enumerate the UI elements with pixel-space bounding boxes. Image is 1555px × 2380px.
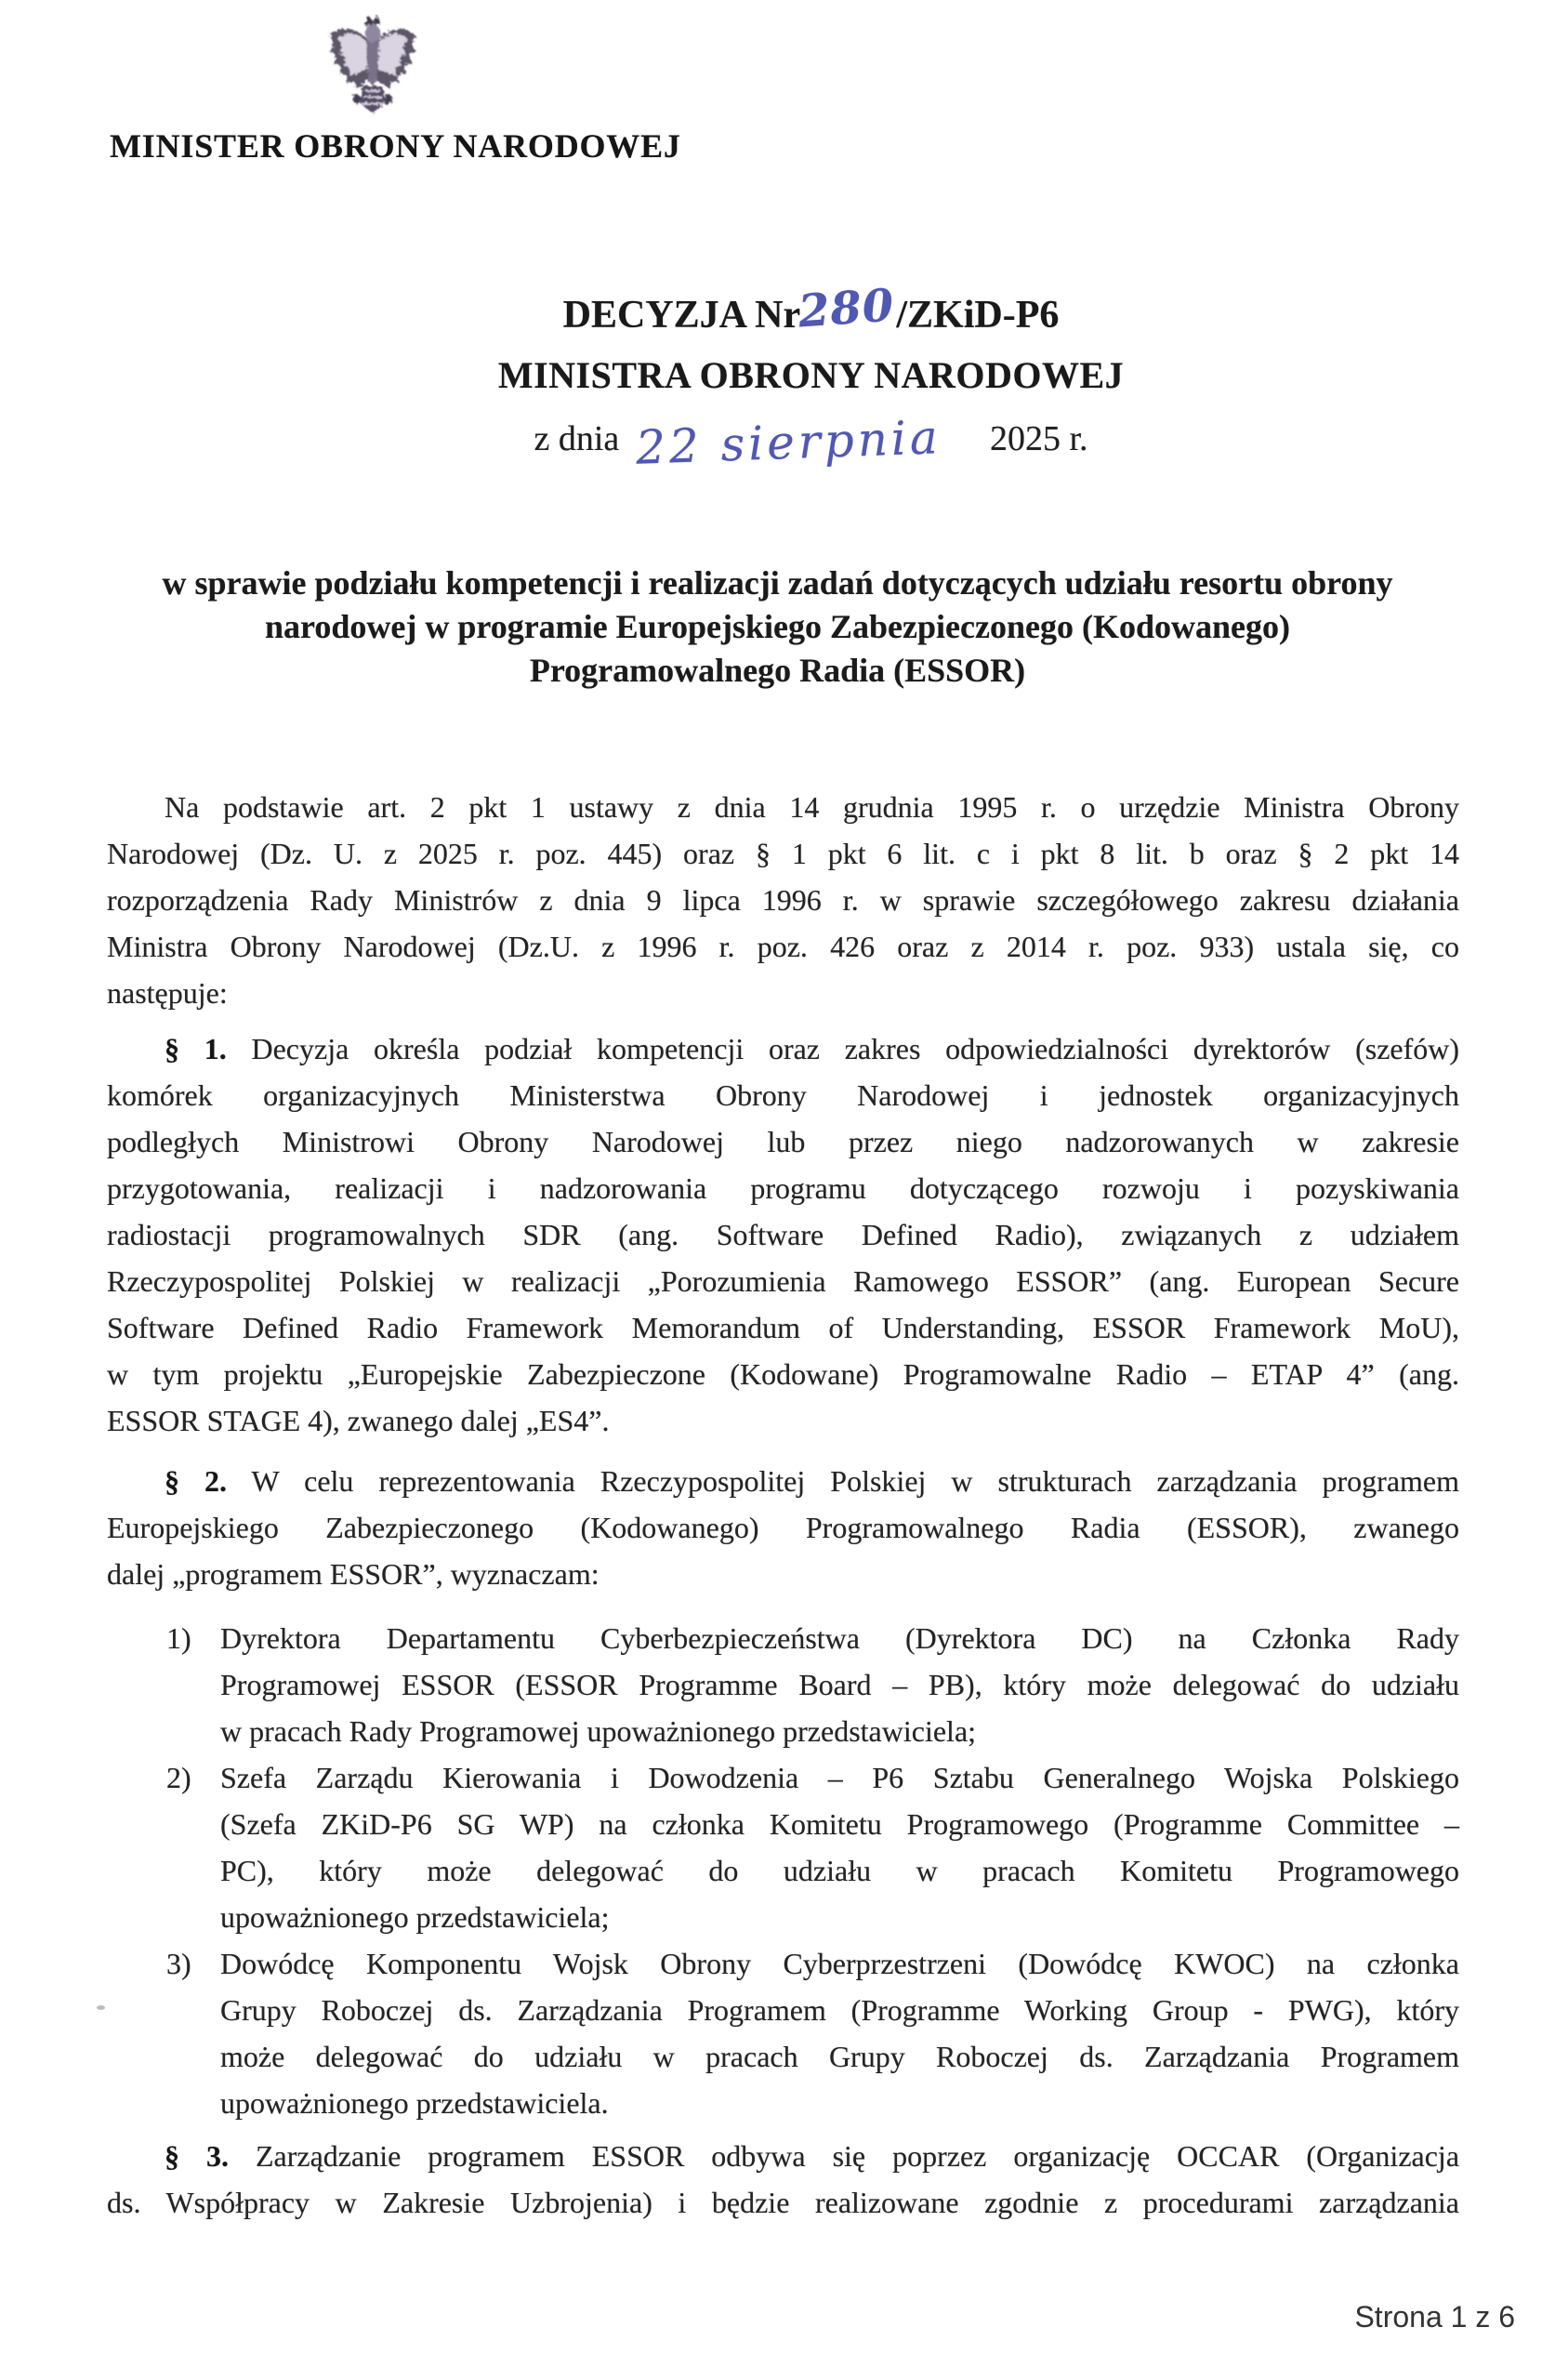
body-line: Software Defined Radio Framework Memorandum of Understanding, ESSOR Framework MoU), bbox=[107, 1311, 1459, 1344]
body-line: upoważnionego przedstawiciela. bbox=[220, 2086, 609, 2120]
handwritten-decision-number: 280 bbox=[797, 279, 897, 338]
body-line: rozporządzenia Rady Ministrów z dnia 9 lipca 1996 r. w sprawie szczegółowego zakresu działania bbox=[107, 883, 1459, 917]
list-item-number: 1) bbox=[166, 1621, 191, 1655]
body-line: PC), który może delegować do udziału w pracach Komitetu Programowego bbox=[220, 1854, 1459, 1887]
body-line bbox=[107, 1458, 1459, 1504]
body-line: Ministra Obrony Narodowej (Dz.U. z 1996 r. poz. 426 oraz z 2014 r. poz. 933) ustala się, co bbox=[107, 930, 1459, 963]
decision-title-line bbox=[33, 279, 1555, 338]
document-body bbox=[107, 784, 1459, 2226]
body-line: komórek organizacyjnych Ministerstwa Obrony Narodowej i jednostek organizacyjnych bbox=[107, 1078, 1459, 1112]
body-line: Dowódcę Komponentu Wojsk Obrony Cyberprzestrzeni (Dowódcę KWOC) na członka bbox=[220, 1947, 1459, 1980]
issuer-line: MINISTRA OBRONY NARODOWEJ bbox=[497, 354, 1125, 396]
body-line: Rzeczypospolitej Polskiej w realizacji „Porozumienia Ramowego ESSOR” (ang. European Secure bbox=[107, 1264, 1459, 1298]
body-line: radiostacji programowalnych SDR (ang. Software Defined Radio), związanych z udziałem bbox=[107, 1218, 1459, 1251]
list-item-number: 2) bbox=[166, 1761, 191, 1794]
ministry-letterhead: MINISTER OBRONY NARODOWEJ bbox=[110, 127, 681, 165]
body-line: Dyrektora Departamentu Cyberbezpieczeństwa (Dyrektora DC) na Członka Rady bbox=[220, 1621, 1459, 1655]
list-item-1 bbox=[166, 1615, 1459, 1754]
body-line bbox=[107, 1025, 1459, 1072]
body-line-text: Zarządzanie programem ESSOR odbywa się poprzez organizację OCCAR (Organizacja bbox=[255, 2139, 1460, 2173]
paragraph-2 bbox=[107, 1458, 1459, 1597]
body-line-text: W celu reprezentowania Rzeczypospolitej Polskiej w strukturach zarządzania programem bbox=[251, 1464, 1460, 1498]
date-year: 2025 r. bbox=[989, 419, 1088, 458]
subject-line: Programowalnego Radia (ESSOR) bbox=[529, 652, 1026, 689]
body-line: Europejskiego Zabezpieczonego (Kodowanego) Programowalnego Radia (ESSOR), zwanego bbox=[107, 1511, 1459, 1544]
section-mark: § 2. bbox=[165, 1464, 228, 1498]
paragraph-legal-basis bbox=[107, 784, 1459, 1016]
body-line: upoważnionego przedstawiciela; bbox=[220, 1900, 610, 1934]
list-item-number: 3) bbox=[166, 1947, 191, 1980]
appointments-list bbox=[166, 1615, 1459, 2126]
body-line: następuje: bbox=[107, 976, 228, 1010]
section-mark: § 1. bbox=[165, 1032, 227, 1065]
scan-speck bbox=[97, 2005, 105, 2010]
body-line-text: Decyzja określa podział kompetencji oraz zakres odpowiedzialności dyrektorów (szefów) bbox=[251, 1032, 1460, 1065]
body-line: w tym projektu „Europejskie Zabezpieczone (Kodowane) Programowalne Radio – ETAP 4” (ang. bbox=[107, 1357, 1459, 1391]
subject-line: w sprawie podziału kompetencji i realizacji zadań dotyczących udziału resortu obrony bbox=[162, 564, 1393, 602]
body-line bbox=[107, 2133, 1459, 2179]
section-mark: § 3. bbox=[165, 2139, 229, 2173]
body-line: ds. Współpracy w Zakresie Uzbrojenia) i będzie realizowane zgodnie z procedurami zarządzania bbox=[107, 2186, 1459, 2219]
polish-eagle-emblem-icon bbox=[321, 11, 425, 123]
subject-line: narodowej w programie Europejskiego Zabezpieczonego (Kodowanego) bbox=[265, 608, 1290, 645]
body-line: w pracach Rady Programowej upoważnionego przedstawiciela; bbox=[220, 1714, 977, 1748]
decision-title-post: /ZKiD-P6 bbox=[896, 294, 1060, 337]
body-line: Programowej ESSOR (ESSOR Programme Board – PB), który może delegować do udziału bbox=[220, 1668, 1459, 1701]
decision-title-pre: DECYZJA Nr bbox=[562, 294, 801, 337]
date-prefix: z dnia bbox=[534, 419, 620, 458]
subject-block bbox=[0, 562, 1555, 693]
body-line: Na podstawie art. 2 pkt 1 ustawy z dnia 14 grudnia 1995 r. o urzędzie Ministra Obrony bbox=[165, 790, 1459, 824]
list-item-2 bbox=[166, 1754, 1459, 1940]
body-line: (Szefa ZKiD-P6 SG WP) na członka Komitetu Programowego (Programme Committee – bbox=[220, 1807, 1459, 1841]
body-line: przygotowania, realizacji i nadzorowania programu dotyczącego rozwoju i pozyskiwania bbox=[107, 1171, 1459, 1205]
date-line bbox=[33, 410, 1555, 475]
body-line: podległych Ministrowi Obrony Narodowej lub przez niego nadzorowanych w zakresie bbox=[107, 1125, 1459, 1158]
body-line: ESSOR STAGE 4), zwanego dalej „ES4”. bbox=[107, 1404, 610, 1437]
body-line: Szefa Zarządu Kierowania i Dowodzenia – P6 Sztabu Generalnego Wojska Polskiego bbox=[220, 1761, 1459, 1794]
paragraph-1 bbox=[107, 1025, 1459, 1444]
body-line: Narodowej (Dz. U. z 2025 r. poz. 445) oraz § 1 pkt 6 lit. c i pkt 8 lit. b oraz § 2 pkt 14 bbox=[107, 837, 1459, 870]
paragraph-3 bbox=[107, 2133, 1459, 2226]
body-line: może delegować do udziału w pracach Grupy Roboczej ds. Zarządzania Programem bbox=[220, 2040, 1459, 2073]
body-line: dalej „programem ESSOR”, wyznaczam: bbox=[107, 1557, 600, 1591]
page-number: Strona 1 z 6 bbox=[1354, 2300, 1515, 2334]
list-item-3 bbox=[166, 1940, 1459, 2126]
handwritten-date: 22 sierpnia bbox=[635, 410, 942, 475]
body-line: Grupy Roboczej ds. Zarządzania Programem (Programme Working Group - PWG), który bbox=[220, 1993, 1459, 2027]
